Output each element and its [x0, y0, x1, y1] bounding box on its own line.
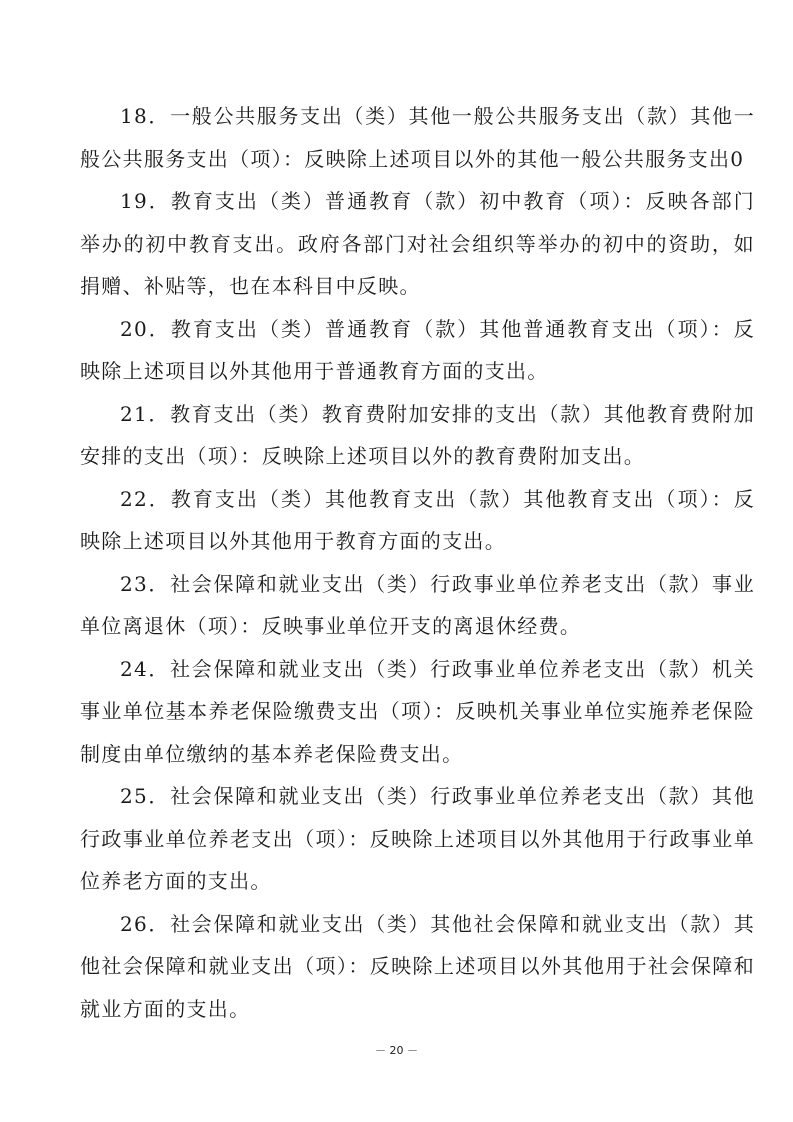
paragraph-item-23: 23．社会保障和就业支出（类）行政事业单位养老支出（款）事业单位离退休（项）：反映事业单位开支的离退休经费。 [80, 571, 755, 638]
paragraph-item-22: 22．教育支出（类）其他教育支出（款）其他教育支出（项）：反映除上述项目以外其他用于教育方面的支出。 [80, 486, 755, 553]
page-number: － 20 － [375, 1044, 418, 1057]
document-body [80, 95, 755, 1030]
paragraph-item-26: 26．社会保障和就业支出（类）其他社会保障和就业支出（款）其他社会保障和就业支出（项）：反映除上述项目以外其他用于社会保障和就业方面的支出。 [80, 911, 755, 1021]
paragraph-item-24: 24．社会保障和就业支出（类）行政事业单位养老支出（款）机关事业单位基本养老保险缴费支出（项）：反映机关事业单位实施养老保险制度由单位缴纳的基本养老保险费支出。 [80, 656, 755, 766]
paragraph-item-21: 21．教育支出（类）教育费附加安排的支出（款）其他教育费附加安排的支出（项）：反映除上述项目以外的教育费附加支出。 [80, 401, 755, 468]
paragraph-item-18: 18．一般公共服务支出（类）其他一般公共服务支出（款）其他一般公共服务支出（项）：反映除上述项目以外的其他一般公共服务支出0 [80, 104, 755, 171]
paragraph-item-19: 19．教育支出（类）普通教育（款）初中教育（项）：反映各部门举办的初中教育支出。政府各部门对社会组织等举办的初中的资助，如捐赠、补贴等，也在本科目中反映。 [80, 189, 755, 298]
paragraph-item-25: 25．社会保障和就业支出（类）行政事业单位养老支出（款）其他行政事业单位养老支出（项）：反映除上述项目以外其他用于行政事业单位养老方面的支出。 [80, 784, 755, 893]
paragraph-item-20: 20．教育支出（类）普通教育（款）其他普通教育支出（项）：反映除上述项目以外其他用于普通教育方面的支出。 [80, 316, 755, 383]
